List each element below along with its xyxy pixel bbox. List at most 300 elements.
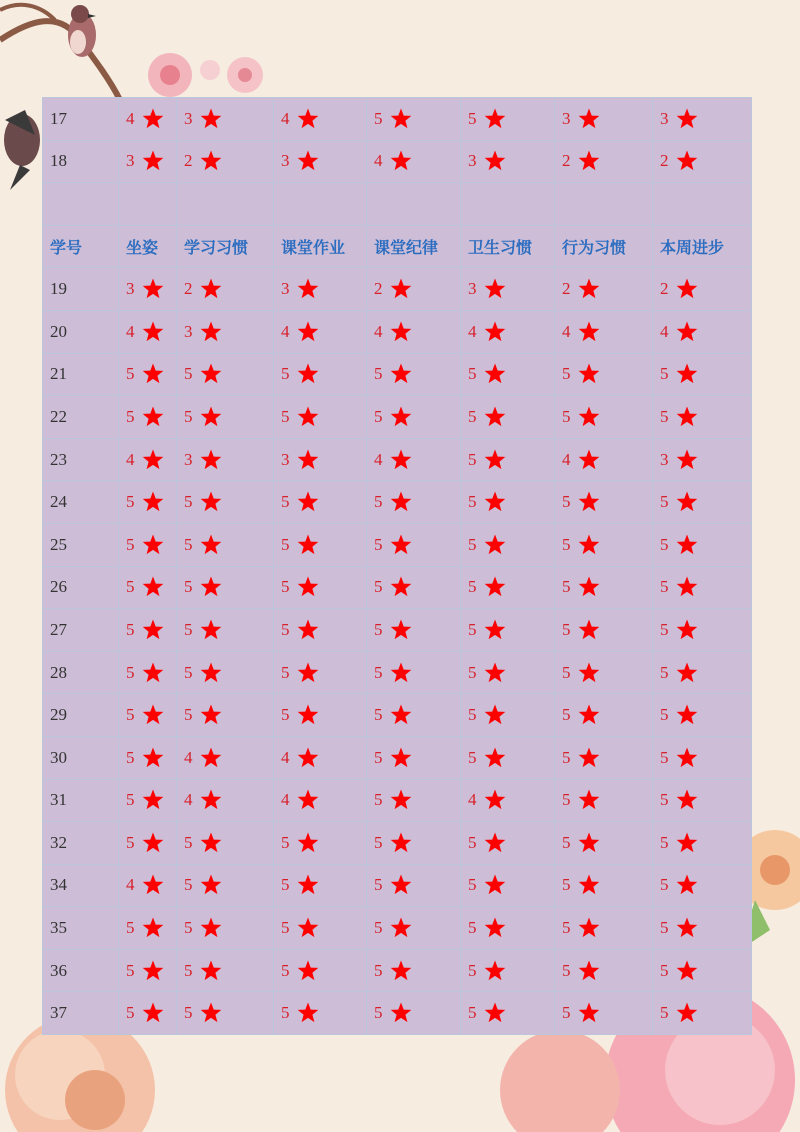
star-icon [483, 746, 507, 770]
score-cell [119, 949, 177, 992]
score-value: 4 [562, 321, 571, 341]
score-cell [367, 566, 461, 609]
star-icon [389, 533, 413, 557]
star-icon [199, 448, 223, 472]
star-icon [675, 277, 699, 301]
star-icon [199, 320, 223, 344]
empty-cell [274, 183, 367, 226]
score-cell [555, 694, 653, 737]
score-cell [177, 822, 274, 865]
score-cell [555, 651, 653, 694]
column-header: 坐姿 [119, 225, 177, 268]
score-value: 3 [126, 151, 135, 171]
table-row [43, 140, 752, 183]
score-cell [461, 98, 555, 141]
star-icon [577, 1001, 601, 1025]
star-icon [577, 959, 601, 983]
score-cell [555, 396, 653, 439]
score-cell [461, 268, 555, 311]
column-header: 学习习惯 [177, 225, 274, 268]
score-value: 4 [281, 321, 290, 341]
star-icon [483, 873, 507, 897]
score-cell [274, 438, 367, 481]
score-cell [177, 609, 274, 652]
bird-icon [4, 110, 40, 190]
star-icon [675, 107, 699, 131]
score-cell [177, 779, 274, 822]
score-cell [461, 822, 555, 865]
score-cell [367, 992, 461, 1035]
header-row [43, 225, 752, 268]
score-cell [274, 310, 367, 353]
student-number: 37 [43, 992, 119, 1035]
score-cell [555, 481, 653, 524]
score-cell [653, 481, 752, 524]
star-icon [296, 575, 320, 599]
score-cell [177, 140, 274, 183]
score-cell [367, 736, 461, 779]
star-icon [199, 490, 223, 514]
score-cell [119, 694, 177, 737]
score-value: 5 [281, 577, 290, 597]
star-icon [675, 959, 699, 983]
star-icon [389, 618, 413, 642]
score-value: 5 [126, 364, 135, 384]
star-icon [296, 959, 320, 983]
score-value: 5 [281, 705, 290, 725]
star-icon [199, 661, 223, 685]
score-cell [119, 651, 177, 694]
score-value: 5 [184, 577, 193, 597]
score-value: 2 [184, 279, 193, 299]
star-icon [296, 661, 320, 685]
score-value: 5 [126, 406, 135, 426]
score-value: 5 [660, 406, 669, 426]
score-value: 5 [281, 619, 290, 639]
score-value: 5 [468, 747, 477, 767]
student-number: 29 [43, 694, 119, 737]
blank-row [43, 183, 752, 226]
score-cell [274, 566, 367, 609]
empty-cell [177, 183, 274, 226]
table-row [43, 949, 752, 992]
star-icon [483, 533, 507, 557]
star-icon [577, 831, 601, 855]
star-icon [141, 405, 165, 429]
star-icon [577, 746, 601, 770]
score-value: 5 [184, 705, 193, 725]
score-value: 5 [660, 1003, 669, 1023]
star-icon [483, 788, 507, 812]
score-value: 2 [184, 151, 193, 171]
star-icon [577, 618, 601, 642]
student-number: 21 [43, 353, 119, 396]
score-cell [119, 779, 177, 822]
score-value: 4 [184, 790, 193, 810]
score-value: 5 [126, 492, 135, 512]
score-cell [653, 396, 752, 439]
score-cell [274, 736, 367, 779]
score-value: 5 [374, 832, 383, 852]
score-value: 5 [126, 1003, 135, 1023]
score-value: 5 [374, 875, 383, 895]
score-cell [461, 651, 555, 694]
score-value: 4 [281, 108, 290, 128]
score-cell [274, 992, 367, 1035]
star-icon [141, 788, 165, 812]
star-icon [483, 618, 507, 642]
score-cell [653, 268, 752, 311]
score-value: 5 [468, 449, 477, 469]
score-cell [461, 992, 555, 1035]
student-number: 19 [43, 268, 119, 311]
score-cell [177, 481, 274, 524]
score-value: 5 [468, 875, 477, 895]
star-icon [199, 703, 223, 727]
star-icon [296, 533, 320, 557]
score-value: 5 [184, 918, 193, 938]
score-cell [177, 98, 274, 141]
score-cell [367, 949, 461, 992]
student-number: 31 [43, 779, 119, 822]
score-value: 5 [374, 662, 383, 682]
score-cell [555, 98, 653, 141]
score-value: 5 [126, 960, 135, 980]
score-value: 5 [374, 1003, 383, 1023]
score-value: 5 [562, 832, 571, 852]
score-value: 3 [281, 151, 290, 171]
score-value: 5 [126, 790, 135, 810]
score-value: 4 [374, 321, 383, 341]
score-cell [119, 438, 177, 481]
score-value: 4 [562, 449, 571, 469]
star-icon [199, 959, 223, 983]
star-icon [577, 277, 601, 301]
star-icon [483, 149, 507, 173]
table-row [43, 438, 752, 481]
score-value: 5 [374, 747, 383, 767]
score-value: 5 [126, 832, 135, 852]
score-value: 3 [562, 108, 571, 128]
score-value: 5 [374, 577, 383, 597]
score-cell [274, 396, 367, 439]
score-cell [119, 609, 177, 652]
score-cell [367, 140, 461, 183]
score-cell [555, 268, 653, 311]
score-value: 3 [468, 279, 477, 299]
score-value: 5 [660, 918, 669, 938]
score-value: 5 [468, 662, 477, 682]
score-cell [461, 523, 555, 566]
score-cell [555, 992, 653, 1035]
star-icon [389, 873, 413, 897]
score-value: 5 [126, 577, 135, 597]
score-value: 4 [468, 321, 477, 341]
star-icon [577, 661, 601, 685]
star-icon [389, 703, 413, 727]
empty-cell [43, 183, 119, 226]
score-value: 3 [660, 449, 669, 469]
score-value: 5 [660, 364, 669, 384]
score-cell [119, 268, 177, 311]
score-cell [653, 523, 752, 566]
star-icon [577, 405, 601, 429]
star-icon [296, 448, 320, 472]
star-icon [296, 1001, 320, 1025]
star-icon [483, 959, 507, 983]
score-value: 5 [281, 875, 290, 895]
score-cell [274, 822, 367, 865]
star-icon [389, 831, 413, 855]
star-icon [296, 490, 320, 514]
score-cell [461, 736, 555, 779]
score-cell [653, 353, 752, 396]
score-cell [119, 864, 177, 907]
star-icon [483, 703, 507, 727]
empty-cell [653, 183, 752, 226]
star-icon [296, 277, 320, 301]
star-icon [483, 661, 507, 685]
score-cell [274, 481, 367, 524]
score-value: 4 [660, 321, 669, 341]
table-row [43, 396, 752, 439]
star-icon [141, 448, 165, 472]
score-value: 5 [468, 364, 477, 384]
score-cell [119, 98, 177, 141]
student-number: 24 [43, 481, 119, 524]
score-cell [177, 396, 274, 439]
score-value: 5 [374, 790, 383, 810]
star-icon [199, 916, 223, 940]
star-icon [675, 618, 699, 642]
score-value: 5 [468, 577, 477, 597]
score-cell [119, 310, 177, 353]
star-icon [141, 575, 165, 599]
score-cell [177, 438, 274, 481]
score-value: 5 [126, 918, 135, 938]
score-cell [367, 907, 461, 950]
star-icon [577, 703, 601, 727]
student-number: 27 [43, 609, 119, 652]
star-icon [389, 788, 413, 812]
score-cell [119, 822, 177, 865]
star-icon [577, 575, 601, 599]
score-cell [555, 907, 653, 950]
score-cell [555, 353, 653, 396]
score-cell [555, 609, 653, 652]
score-value: 5 [468, 832, 477, 852]
star-icon [483, 575, 507, 599]
star-icon [483, 448, 507, 472]
star-icon [675, 703, 699, 727]
score-cell [555, 736, 653, 779]
score-value: 4 [281, 747, 290, 767]
star-icon [141, 533, 165, 557]
column-header: 本周进步 [653, 225, 752, 268]
column-header: 学号 [43, 225, 119, 268]
star-icon [389, 1001, 413, 1025]
star-icon [199, 1001, 223, 1025]
star-icon [675, 916, 699, 940]
star-icon [483, 831, 507, 855]
star-icon [141, 107, 165, 131]
empty-cell [555, 183, 653, 226]
score-value: 5 [468, 1003, 477, 1023]
score-value: 3 [281, 279, 290, 299]
score-cell [367, 523, 461, 566]
star-icon [141, 277, 165, 301]
score-cell [119, 396, 177, 439]
column-header: 课堂作业 [274, 225, 367, 268]
score-value: 5 [562, 918, 571, 938]
table-row [43, 481, 752, 524]
score-value: 5 [126, 534, 135, 554]
score-cell [461, 353, 555, 396]
score-value: 5 [126, 662, 135, 682]
star-icon [141, 149, 165, 173]
star-icon [141, 661, 165, 685]
score-value: 5 [281, 406, 290, 426]
score-cell [555, 523, 653, 566]
score-cell [274, 268, 367, 311]
score-value: 5 [468, 960, 477, 980]
column-header: 卫生习惯 [461, 225, 555, 268]
score-value: 5 [562, 662, 571, 682]
score-cell [461, 609, 555, 652]
score-cell [177, 566, 274, 609]
star-icon [577, 107, 601, 131]
score-cell [367, 822, 461, 865]
score-cell [367, 353, 461, 396]
star-icon [389, 448, 413, 472]
score-value: 4 [184, 747, 193, 767]
score-value: 5 [562, 747, 571, 767]
student-number: 25 [43, 523, 119, 566]
star-icon [141, 873, 165, 897]
score-value: 5 [281, 534, 290, 554]
star-icon [483, 1001, 507, 1025]
star-icon [675, 448, 699, 472]
score-cell [555, 822, 653, 865]
star-icon [296, 746, 320, 770]
star-icon [675, 873, 699, 897]
star-icon [483, 320, 507, 344]
student-number: 18 [43, 140, 119, 183]
score-value: 5 [281, 364, 290, 384]
score-value: 5 [184, 619, 193, 639]
score-value: 4 [126, 449, 135, 469]
score-value: 5 [562, 406, 571, 426]
star-icon [389, 575, 413, 599]
score-cell [461, 907, 555, 950]
score-value: 5 [374, 619, 383, 639]
table-row [43, 523, 752, 566]
score-cell [653, 651, 752, 694]
table-row [43, 268, 752, 311]
star-icon [141, 1001, 165, 1025]
star-icon [296, 405, 320, 429]
score-value: 3 [184, 449, 193, 469]
student-number: 28 [43, 651, 119, 694]
star-icon [675, 661, 699, 685]
star-icon [675, 1001, 699, 1025]
score-value: 5 [562, 364, 571, 384]
score-value: 5 [562, 492, 571, 512]
score-cell [367, 438, 461, 481]
star-icon [389, 107, 413, 131]
star-icon [141, 703, 165, 727]
score-value: 5 [184, 1003, 193, 1023]
table-row [43, 779, 752, 822]
score-value: 3 [184, 108, 193, 128]
score-cell [653, 907, 752, 950]
score-value: 5 [281, 662, 290, 682]
score-cell [461, 566, 555, 609]
score-value: 5 [562, 790, 571, 810]
score-value: 5 [374, 918, 383, 938]
score-cell [653, 694, 752, 737]
empty-cell [119, 183, 177, 226]
star-icon [389, 405, 413, 429]
score-value: 3 [468, 151, 477, 171]
star-icon [296, 320, 320, 344]
column-header: 行为习惯 [555, 225, 653, 268]
star-icon [296, 618, 320, 642]
score-cell [177, 651, 274, 694]
star-icon [296, 831, 320, 855]
star-icon [389, 320, 413, 344]
table-row [43, 992, 752, 1035]
score-cell [274, 523, 367, 566]
score-value: 5 [562, 1003, 571, 1023]
score-value: 5 [562, 534, 571, 554]
score-value: 5 [660, 534, 669, 554]
star-icon [577, 916, 601, 940]
score-cell [461, 864, 555, 907]
score-cell [653, 949, 752, 992]
score-value: 4 [374, 449, 383, 469]
table-row [43, 736, 752, 779]
star-icon [296, 107, 320, 131]
score-value: 5 [126, 619, 135, 639]
table-row [43, 310, 752, 353]
flower-icon [148, 53, 263, 97]
score-cell [461, 694, 555, 737]
score-value: 5 [468, 918, 477, 938]
score-cell [119, 353, 177, 396]
table-row [43, 98, 752, 141]
score-cell [367, 268, 461, 311]
star-icon [675, 788, 699, 812]
score-value: 5 [562, 960, 571, 980]
score-value: 5 [184, 832, 193, 852]
star-icon [577, 320, 601, 344]
star-icon [199, 277, 223, 301]
score-value: 5 [562, 875, 571, 895]
star-icon [141, 746, 165, 770]
score-cell [119, 523, 177, 566]
star-icon [389, 149, 413, 173]
score-value: 5 [468, 534, 477, 554]
score-value: 5 [660, 705, 669, 725]
score-cell [367, 481, 461, 524]
score-cell [177, 268, 274, 311]
star-icon [483, 362, 507, 386]
score-cell [274, 609, 367, 652]
score-value: 5 [660, 577, 669, 597]
score-cell [555, 140, 653, 183]
star-icon [389, 959, 413, 983]
